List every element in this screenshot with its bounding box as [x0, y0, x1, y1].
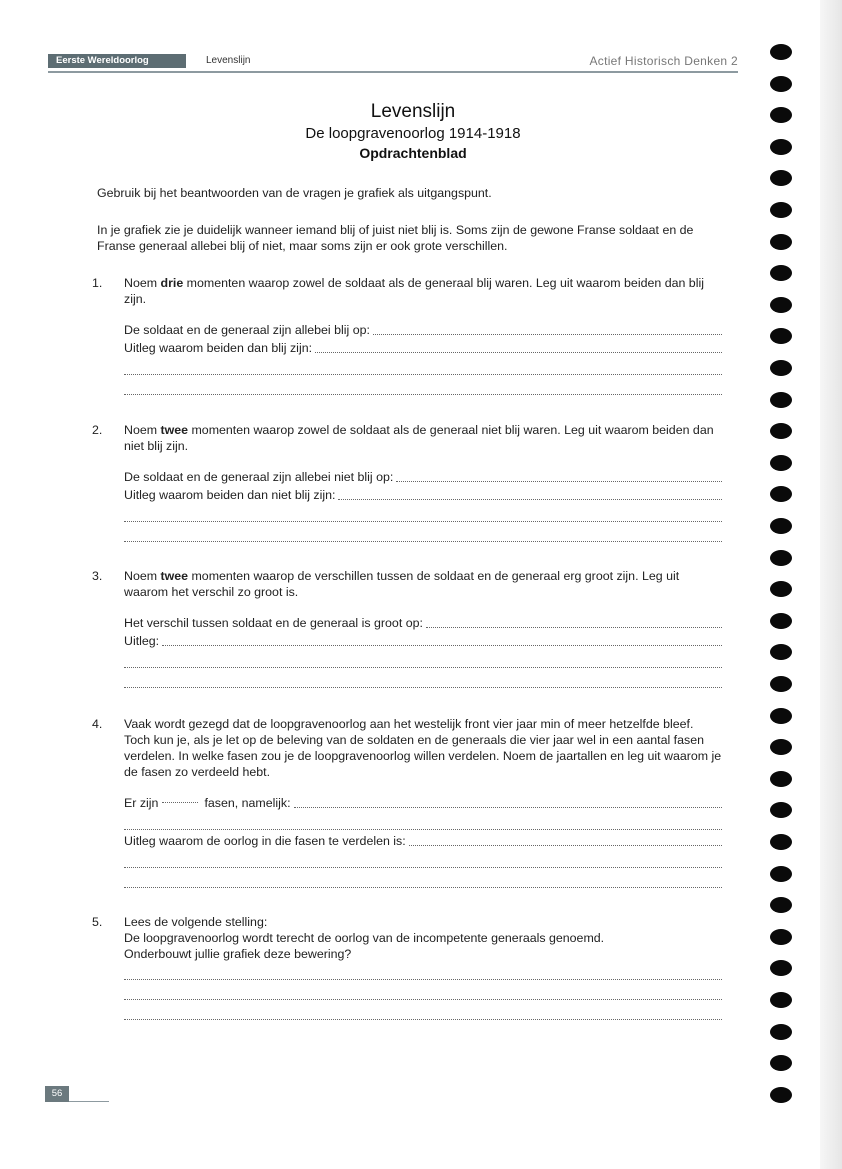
emphasis-word: twee [160, 423, 189, 437]
binding-hole [770, 929, 792, 945]
statement-question: Onderbouwt jullie grafiek deze bewering? [124, 947, 352, 961]
answer-area [124, 468, 722, 542]
question-text [124, 914, 722, 962]
answer-line[interactable] [124, 614, 722, 632]
binding-hole [770, 202, 792, 218]
binding-hole [770, 581, 792, 597]
binding-hole [770, 992, 792, 1008]
blank-line[interactable] [124, 812, 722, 830]
question-text: Vaak wordt gezegd dat de loopgravenoorlog aan het westelijk front vier jaar min of meer hetzelfde bleef. Toch kun je, als je let op de beleving van de soldaten en de generaals die vier jaar wel in een aantal fasen verdelen. In welke fasen zou je de loopgravenoorlog willen verdelen. Noem de jaartallen en leg uit waarom je de fasen zo verdeeld hebt. [124, 717, 722, 779]
page-number: 56 [45, 1086, 69, 1102]
question-4 [92, 716, 732, 890]
binding-hole [770, 550, 792, 566]
question-text: Noem twee momenten waarop de verschillen tussen de soldaat en de generaal erg groot zijn. Leg uit waarom het verschil zo groot is. [124, 569, 680, 599]
page-number-rule [69, 1101, 109, 1102]
blank-line[interactable] [124, 524, 722, 542]
answer-line[interactable] [124, 321, 722, 339]
answer-line[interactable] [124, 832, 722, 850]
answer-label: De soldaat en de generaal zijn allebei niet blij op: [124, 470, 394, 484]
binding-hole [770, 960, 792, 976]
page-edge-shadow [820, 0, 842, 1169]
worksheet-label: Opdrachtenblad [359, 145, 467, 161]
binding-hole [770, 76, 792, 92]
binding-hole [770, 771, 792, 787]
emphasis-word: drie [160, 276, 184, 290]
page-subtitle: De loopgravenoorlog 1914-1918 [305, 125, 521, 142]
answer-label: Uitleg waarom beiden dan niet blij zijn: [124, 488, 336, 502]
running-header [48, 54, 738, 76]
binding-hole [770, 328, 792, 344]
blank-line[interactable] [124, 504, 722, 522]
binding-hole [770, 486, 792, 502]
section-subtitle: Levenslijn [206, 55, 251, 66]
binding-hole [770, 107, 792, 123]
blank-line[interactable] [124, 357, 722, 375]
blank-line[interactable] [124, 377, 722, 395]
binding-hole [770, 297, 792, 313]
statement-intro: Lees de volgende stelling: [124, 915, 268, 929]
binding-hole [770, 139, 792, 155]
binding-hole [770, 1024, 792, 1040]
page-title: Levenslijn [370, 101, 456, 122]
binding-hole [770, 897, 792, 913]
answer-line[interactable] [124, 632, 722, 650]
answer-label: Uitleg: [124, 634, 160, 648]
binding-hole [770, 423, 792, 439]
answer-area [124, 321, 722, 395]
binding-hole [770, 1055, 792, 1071]
binding-holes [770, 44, 796, 1124]
phase-count-blank[interactable] [162, 802, 198, 803]
question-3 [92, 568, 732, 690]
answer-line[interactable] [124, 794, 722, 812]
question-text: Noem twee momenten waarop zowel de soldaat als de generaal niet blij waren. Leg uit waarom beiden dan niet blij zijn. [124, 423, 714, 453]
blank-line[interactable] [124, 870, 722, 888]
binding-hole [770, 613, 792, 629]
book-title: Actief Historisch Denken 2 [589, 54, 738, 68]
binding-hole [770, 234, 792, 250]
intro-instruction: Gebruik bij het beantwoorden van de vragen je grafiek als uitgangspunt. [97, 186, 492, 200]
binding-hole [770, 676, 792, 692]
binding-hole [770, 170, 792, 186]
answer-label: Uitleg waarom beiden dan blij zijn: [124, 341, 313, 355]
binding-hole [770, 44, 792, 60]
blank-line[interactable] [124, 850, 722, 868]
blank-line[interactable] [124, 670, 722, 688]
answer-line[interactable] [124, 468, 722, 486]
blank-line[interactable] [124, 1002, 722, 1020]
binding-hole [770, 360, 792, 376]
question-5 [92, 914, 732, 1022]
title-block [0, 100, 826, 162]
binding-hole [770, 866, 792, 882]
binding-hole [770, 1087, 792, 1103]
binding-hole [770, 834, 792, 850]
blank-line[interactable] [124, 962, 722, 980]
binding-hole [770, 455, 792, 471]
question-number: 1. [92, 276, 103, 290]
binding-hole [770, 392, 792, 408]
question-number: 5. [92, 915, 103, 929]
emphasis-word: twee [160, 569, 189, 583]
question-number: 2. [92, 423, 103, 437]
binding-hole [770, 265, 792, 281]
blank-line[interactable] [124, 650, 722, 668]
answer-label: De soldaat en de generaal zijn allebei blij op: [124, 323, 370, 337]
question-1 [92, 275, 732, 397]
intro-paragraph: In je grafiek zie je duidelijk wanneer iemand blij of juist niet blij is. Soms zijn de gewone Franse soldaat en de Franse generaal allebei blij of niet, maar soms zijn er ook grote verschillen. [97, 223, 694, 253]
section-tag: Eerste Wereldoorlog [48, 54, 186, 68]
answer-label: Uitleg waarom de oorlog in die fasen te verdelen is: [124, 834, 406, 848]
answer-label: Er zijn fasen, namelijk: [124, 796, 291, 810]
answer-label: Het verschil tussen soldaat en de generaal is groot op: [124, 616, 423, 630]
binding-hole [770, 739, 792, 755]
answer-area [124, 794, 722, 888]
header-rule [48, 71, 738, 73]
question-number: 4. [92, 717, 103, 731]
statement: De loopgravenoorlog wordt terecht de oorlog van de incompetente generaals genoemd. [124, 931, 605, 945]
binding-hole [770, 708, 792, 724]
binding-hole [770, 644, 792, 660]
answer-area [124, 614, 722, 688]
question-text: Noem drie momenten waarop zowel de soldaat als de generaal blij waren. Leg uit waarom beiden dan blij zijn. [124, 276, 704, 306]
answer-line[interactable] [124, 339, 722, 357]
answer-area [124, 962, 722, 1020]
binding-hole [770, 802, 792, 818]
question-number: 3. [92, 569, 103, 583]
answer-line[interactable] [124, 486, 722, 504]
binding-hole [770, 518, 792, 534]
blank-line[interactable] [124, 982, 722, 1000]
question-2 [92, 422, 732, 544]
